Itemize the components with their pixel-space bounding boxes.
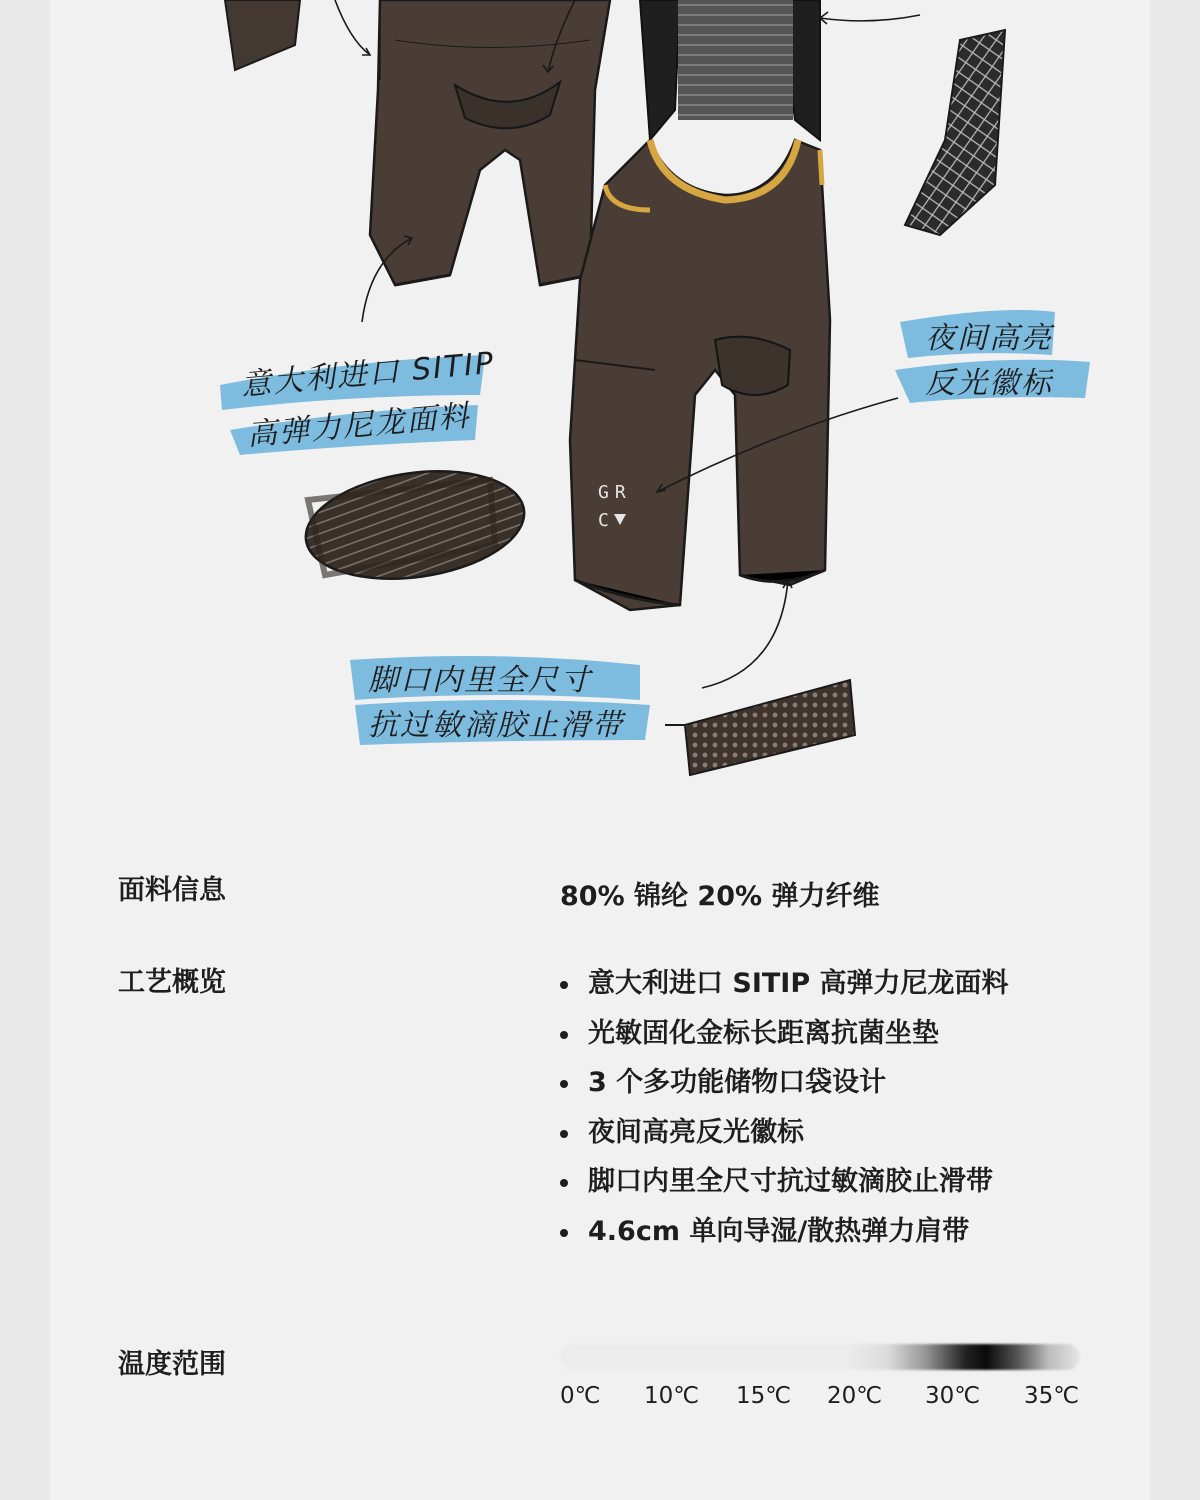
temperature-range-bar — [560, 1344, 1080, 1370]
fabric-info-label: 面料信息 — [118, 875, 226, 906]
bullet-icon — [560, 1130, 568, 1138]
craft-item-text: 光敏固化金标长距离抗菌坐垫 — [588, 1017, 939, 1049]
craft-item-text: 意大利进口 SITIP 高弹力尼龙面料 — [588, 968, 1009, 999]
temp-tick: 35℃ — [1024, 1383, 1080, 1409]
temperature-range-label: 温度范围 — [118, 1349, 226, 1380]
fabric-swatch — [299, 458, 531, 592]
bullet-icon — [560, 1229, 568, 1237]
annotation-gripper — [350, 656, 650, 745]
list-item — [560, 1014, 1009, 1064]
fabric-info-value: 80% 锦纶 20% 弹力纤维 — [560, 881, 880, 912]
temp-tick: 30℃ — [925, 1383, 981, 1409]
annotation-fabric — [220, 346, 496, 455]
reflective-logo-text-2: C — [598, 510, 609, 531]
mesh-strap-swatch — [905, 30, 1005, 235]
gripper-band-swatch — [665, 680, 855, 775]
craft-item-text: 脚口内里全尺寸抗过敏滴胶止滑带 — [588, 1166, 993, 1197]
list-item — [560, 964, 1009, 1014]
sleeve-sketch — [225, 0, 300, 70]
list-item — [560, 1063, 1009, 1113]
bib-shorts-illustration — [50, 0, 1150, 800]
list-item — [560, 1113, 1009, 1163]
bib-shorts-front-view-sketch — [570, 0, 830, 610]
temp-tick: 15℃ — [736, 1383, 792, 1409]
annotation-gripper-line2: 抗过敏滴胶止滑带 — [368, 708, 624, 743]
product-detail-page — [50, 0, 1150, 1500]
annotation-fabric-line1: 意大利进口 SITIP — [239, 345, 497, 403]
temp-tick: 10℃ — [644, 1383, 700, 1409]
craft-item-text: 4.6cm 单向导湿/散热弹力肩带 — [588, 1215, 970, 1247]
temperature-tick-labels — [560, 1383, 1090, 1417]
craft-item-text: 3 个多功能储物口袋设计 — [588, 1067, 887, 1098]
temp-tick: 0℃ — [560, 1383, 601, 1409]
annotation-reflective-line2: 反光徽标 — [925, 366, 1053, 401]
craft-feature-list — [560, 964, 1009, 1261]
annotation-gripper-line1: 脚口内里全尺寸 — [368, 663, 592, 698]
bullet-icon — [560, 981, 568, 989]
annotation-reflective-line1: 夜间高亮 — [925, 321, 1053, 356]
craft-overview-label: 工艺概览 — [118, 967, 226, 998]
list-item — [560, 1162, 1009, 1212]
list-item — [560, 1212, 1009, 1262]
bullet-icon — [560, 1031, 568, 1039]
bullet-icon — [560, 1179, 568, 1187]
annotation-reflective — [895, 310, 1090, 403]
annotation-fabric-line2: 高弹力尼龙面料 — [245, 398, 472, 453]
temp-tick: 20℃ — [827, 1383, 883, 1409]
craft-item-text: 夜间高亮反光徽标 — [588, 1116, 804, 1148]
reflective-logo-text: GR — [598, 482, 632, 503]
bullet-icon — [560, 1080, 568, 1088]
